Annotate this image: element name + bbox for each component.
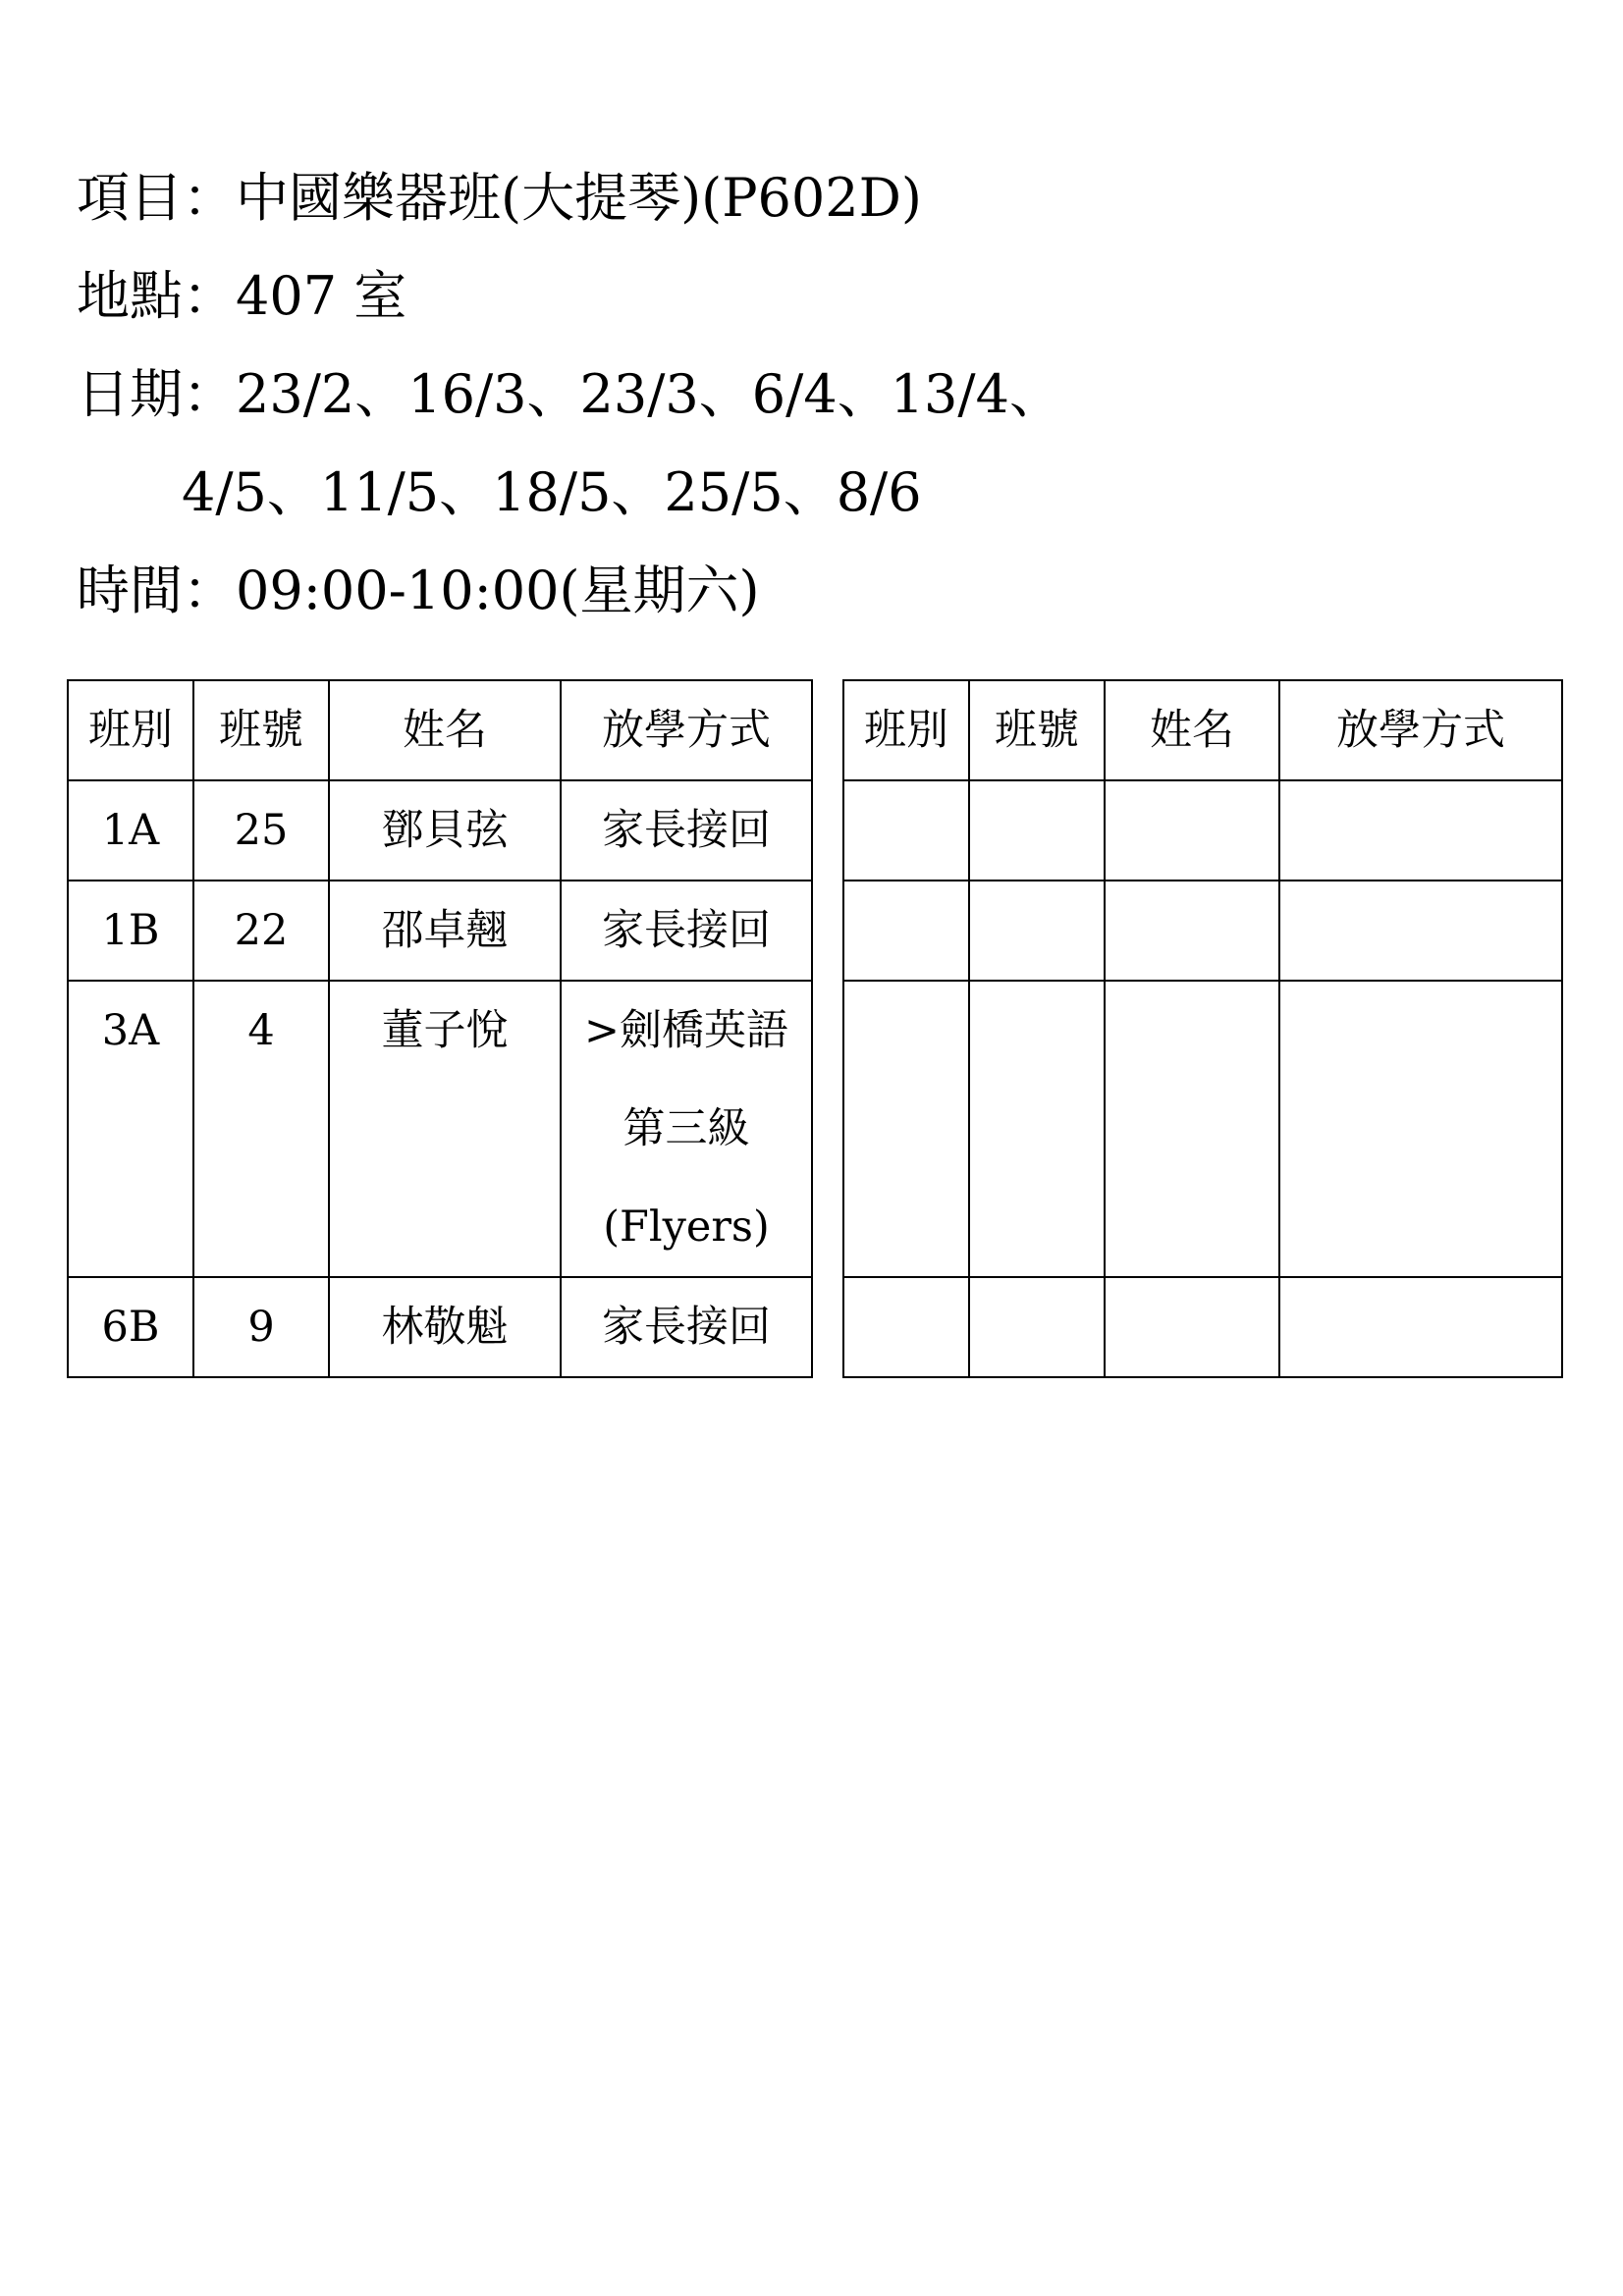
dismissal-line: >劍橋英語 xyxy=(583,1006,789,1055)
empty-cell xyxy=(969,780,1105,881)
date-value-line2: 4/5、11/5、18/5、25/5、8/6 xyxy=(182,461,922,523)
empty-cell xyxy=(843,780,969,881)
dismissal-line: 第三級 xyxy=(622,1104,750,1153)
table-header-row xyxy=(843,680,1562,780)
empty-cell xyxy=(969,981,1105,1277)
class-info xyxy=(77,149,1062,640)
table-row xyxy=(68,780,812,881)
cell-class: 6B xyxy=(68,1277,193,1377)
date-line xyxy=(77,346,1062,444)
empty-cell xyxy=(843,981,969,1277)
cell-name: 董子悅 xyxy=(329,981,561,1277)
student-table-right xyxy=(842,679,1563,1378)
empty-cell xyxy=(1105,780,1279,881)
cell-number: 9 xyxy=(193,1277,329,1377)
header-number: 班號 xyxy=(193,680,329,780)
header-dismissal: 放學方式 xyxy=(1279,680,1562,780)
time-line xyxy=(77,542,1062,640)
header-name: 姓名 xyxy=(329,680,561,780)
item-value: 中國樂器班(大提琴)(P602D) xyxy=(236,167,922,229)
location-label: 地點： xyxy=(77,265,236,327)
date-label: 日期： xyxy=(77,363,236,425)
cell-name: 邵卓翹 xyxy=(329,881,561,981)
table-header-row xyxy=(68,680,812,780)
location-line xyxy=(77,247,1062,346)
table-row xyxy=(843,1277,1562,1377)
item-label: 項目： xyxy=(77,167,236,229)
date-value-line1: 23/2、16/3、23/3、6/4、13/4、 xyxy=(236,363,1062,425)
time-value: 09:00-10:00(星期六) xyxy=(236,560,760,621)
cell-class: 1B xyxy=(68,881,193,981)
cell-number: 25 xyxy=(193,780,329,881)
cell-number: 22 xyxy=(193,881,329,981)
location-value: 407 室 xyxy=(236,265,407,327)
student-table-left xyxy=(67,679,813,1378)
empty-cell xyxy=(1279,1277,1562,1377)
cell-name: 林敬魁 xyxy=(329,1277,561,1377)
cell-number: 4 xyxy=(193,981,329,1277)
empty-cell xyxy=(843,1277,969,1377)
empty-cell xyxy=(969,1277,1105,1377)
header-number: 班號 xyxy=(969,680,1105,780)
header-dismissal: 放學方式 xyxy=(561,680,812,780)
empty-cell xyxy=(1105,981,1279,1277)
table-row xyxy=(68,1277,812,1377)
empty-cell xyxy=(1279,981,1562,1277)
date-line-continued xyxy=(77,444,1062,542)
cell-dismissal xyxy=(561,981,812,1277)
cell-class: 1A xyxy=(68,780,193,881)
empty-cell xyxy=(1105,881,1279,981)
empty-cell xyxy=(1105,1277,1279,1377)
time-label: 時間： xyxy=(77,560,236,621)
cell-name: 鄧貝弦 xyxy=(329,780,561,881)
cell-dismissal: 家長接回 xyxy=(561,881,812,981)
table-row xyxy=(68,981,812,1277)
table-row xyxy=(68,881,812,981)
header-name: 姓名 xyxy=(1105,680,1279,780)
empty-cell xyxy=(969,881,1105,981)
header-class: 班別 xyxy=(843,680,969,780)
cell-dismissal: 家長接回 xyxy=(561,1277,812,1377)
item-line xyxy=(77,149,1062,247)
header-class: 班別 xyxy=(68,680,193,780)
table-row xyxy=(843,881,1562,981)
dismissal-line: (Flyers) xyxy=(603,1202,770,1252)
cell-dismissal: 家長接回 xyxy=(561,780,812,881)
table-row xyxy=(843,780,1562,881)
empty-cell xyxy=(1279,881,1562,981)
cell-class: 3A xyxy=(68,981,193,1277)
empty-cell xyxy=(843,881,969,981)
empty-cell xyxy=(1279,780,1562,881)
table-row xyxy=(843,981,1562,1277)
